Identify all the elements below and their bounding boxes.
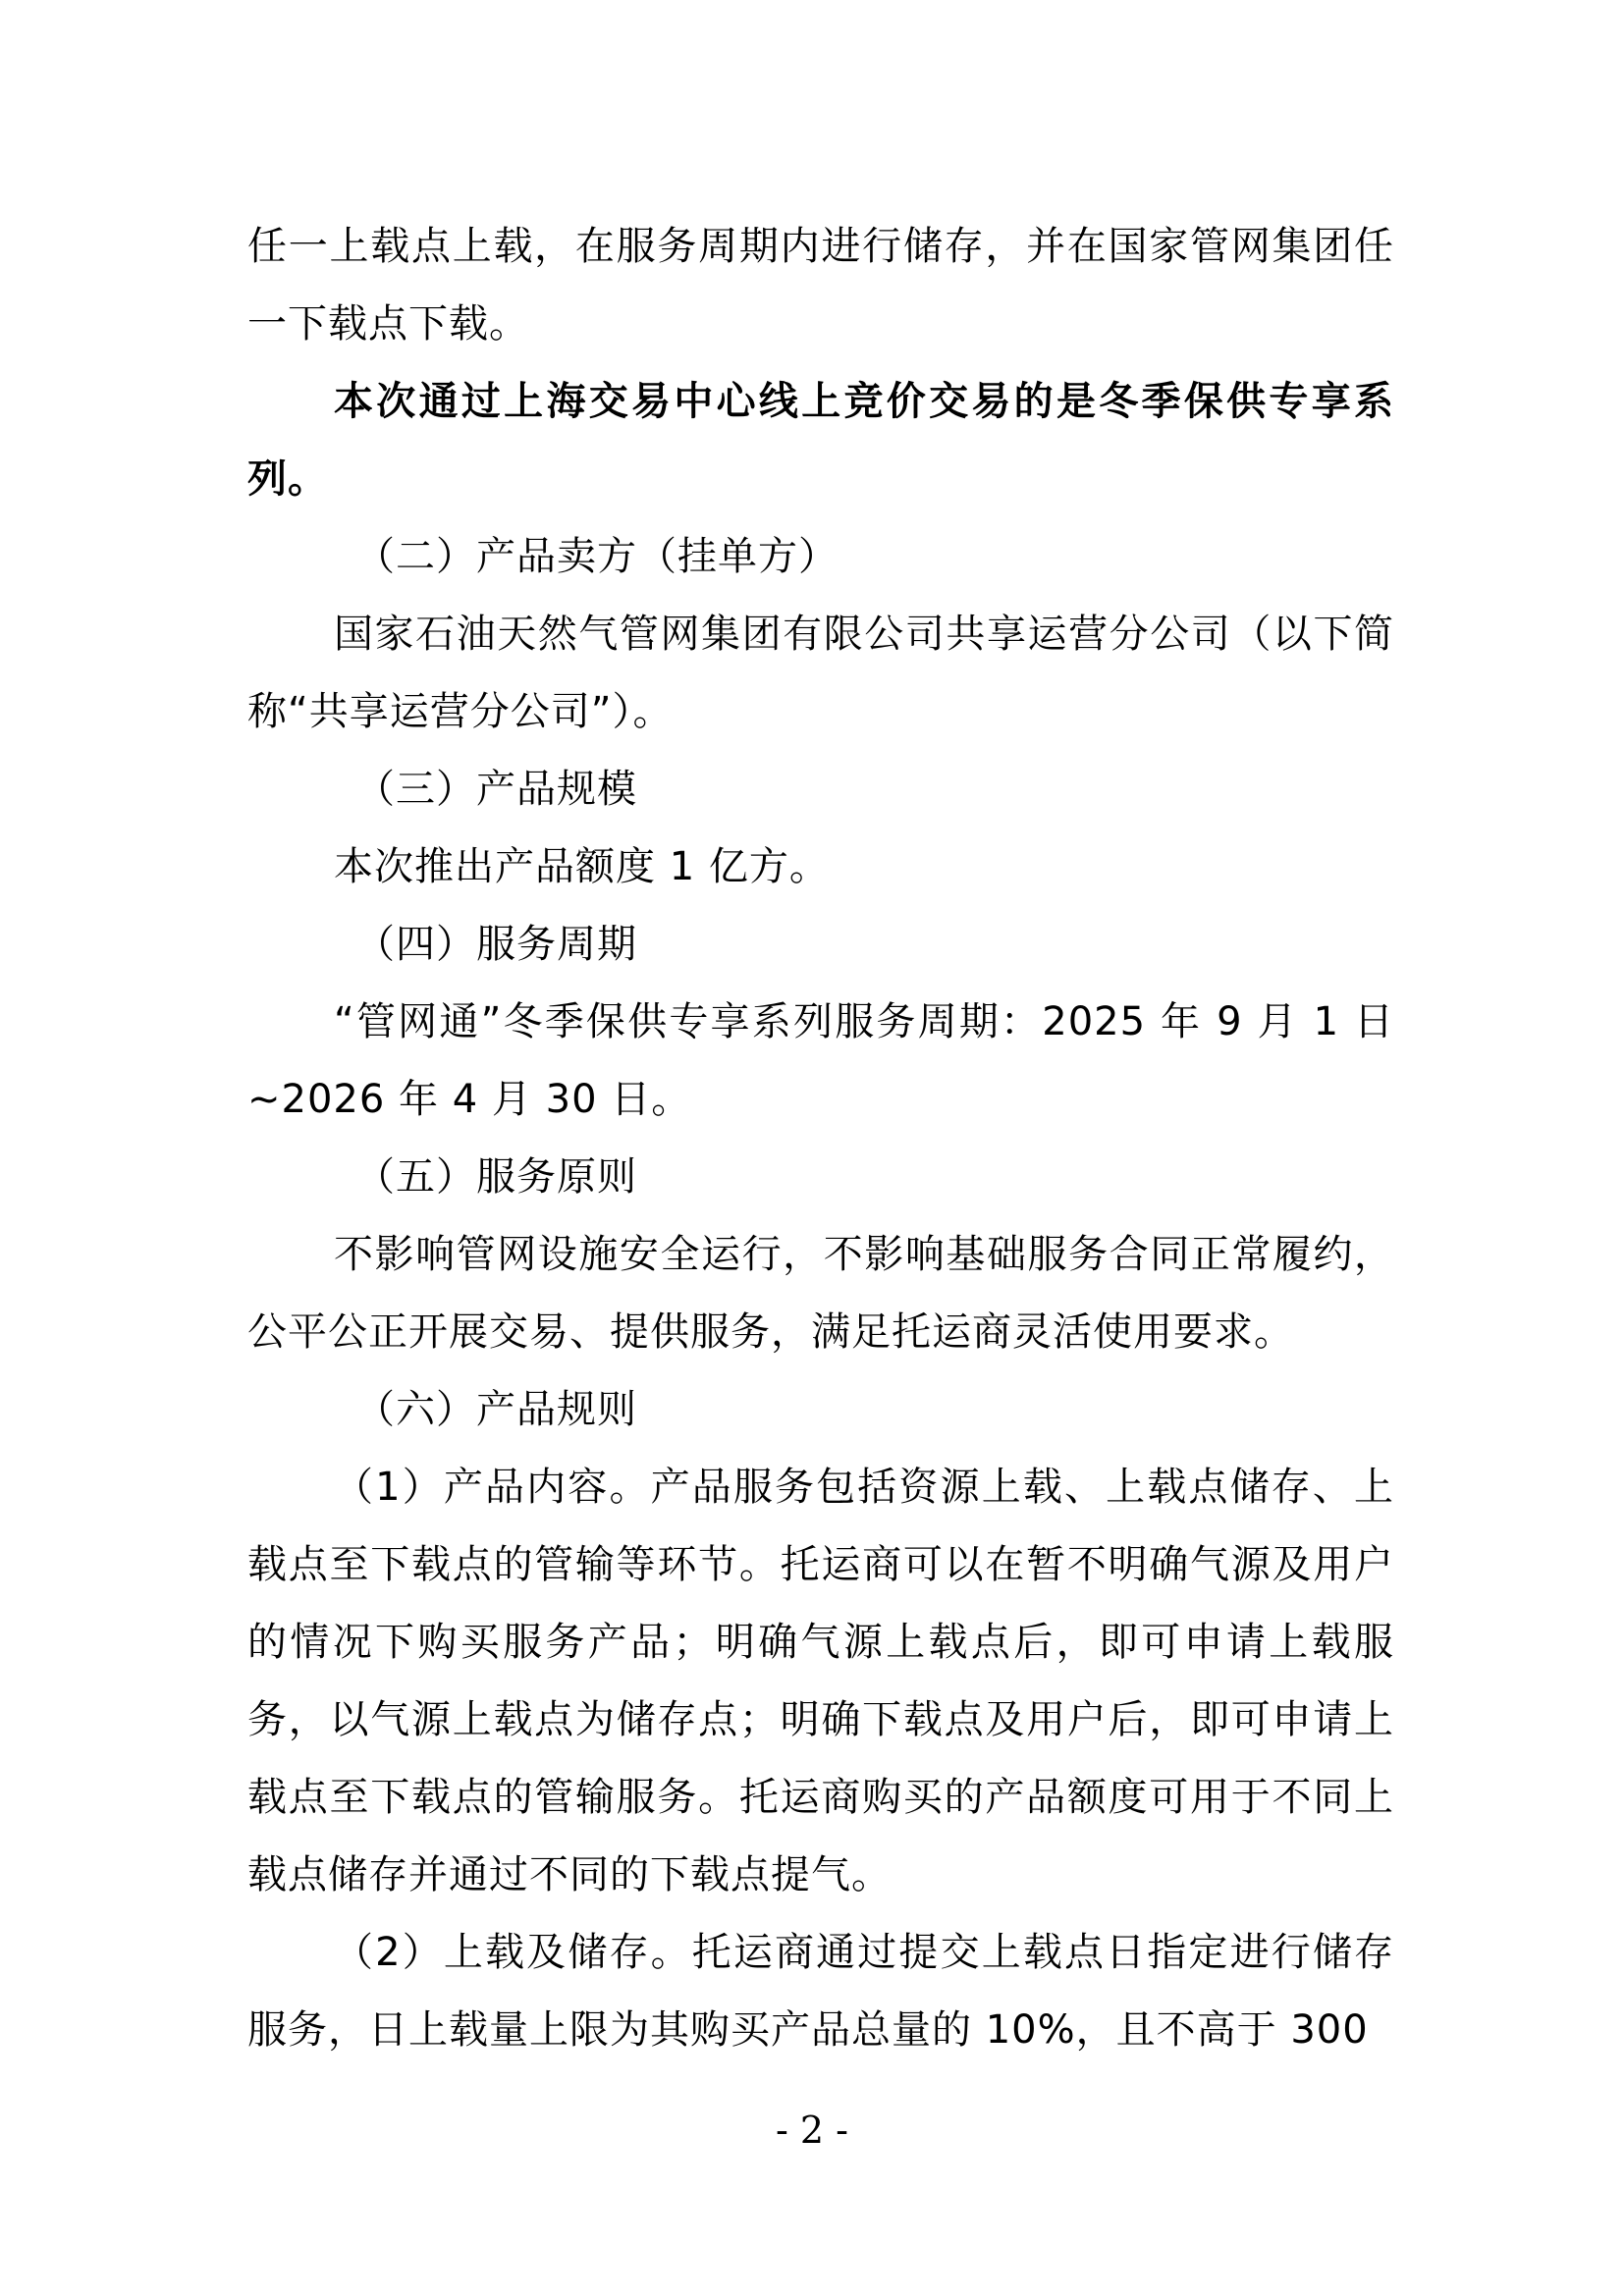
paragraph-bold-statement: 本次通过上海交易中心线上竞价交易的是冬季保供专享系列。 [247,379,1394,502]
paragraph-service-principle: 不影响管网设施安全运行，不影响基础服务合同正常履约，公平公正开展交易、提供服务，满足托运商灵活使用要求。 [247,1232,1394,1355]
paragraph-continuation: 任一上载点上载，在服务周期内进行储存，并在国家管网集团任一下载点下载。 [247,224,1394,347]
paragraph-service-period: “管网通”冬季保供专享系列服务周期：2025 年 9 月 1 日~2026 年 4 月 30 日。 [247,999,1394,1122]
heading-service-period: （四）服务周期 [355,922,637,967]
heading-product-rules: （六）产品规则 [355,1387,637,1432]
paragraph-rule-1: （1）产品内容。产品服务包括资源上载、上载点储存、上载点至下载点的管输等环节。托运商可以在暂不明确气源及用户的情况下购买服务产品；明确气源上载点后，即可申请上载服务，以气源上载点为储存点；明确下载点及用户后，即可申请上载点至下载点的管输服务。托运商购买的产品额度可用于不同上载点储存并通过不同的下载点提气。 [247,1465,1394,1897]
paragraph-seller: 国家石油天然气管网集团有限公司共享运营分公司（以下简称“共享运营分公司”）。 [247,612,1394,734]
heading-service-principle: （五）服务原则 [355,1154,637,1200]
paragraph-rule-2: （2）上载及储存。托运商通过提交上载点日指定进行储存服务，日上载量上限为其购买产品总量的 10%，且不高于 300 [247,1930,1394,2053]
document-body [247,208,1394,2069]
paragraph-scale: 本次推出产品额度 1 亿方。 [334,844,830,889]
heading-product-seller: （二）产品卖方（挂单方） [355,534,839,579]
page-number: - 2 - [775,2109,848,2152]
heading-product-scale: （三）产品规模 [355,767,637,812]
